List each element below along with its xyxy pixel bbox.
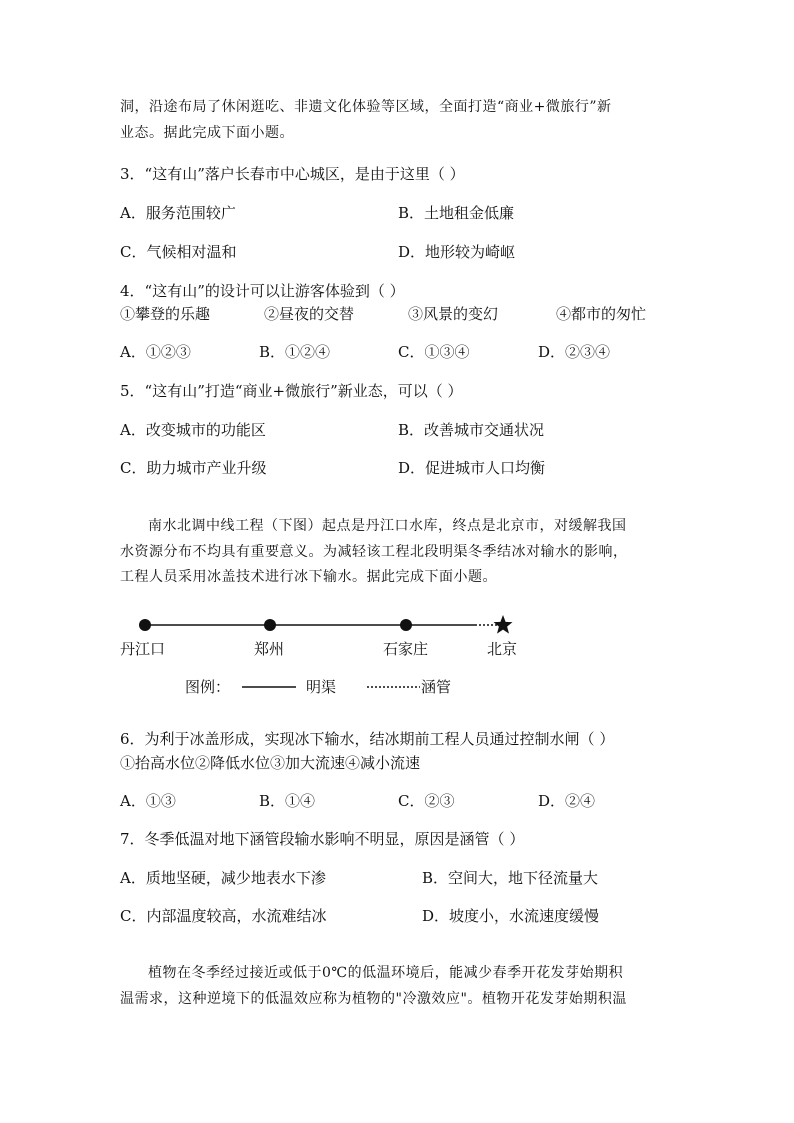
station-zhengzhou-dot <box>264 619 276 631</box>
q4-option-c: C．①③④ <box>398 343 470 361</box>
legend-canal-label: 明渠 <box>306 678 337 696</box>
q3-option-a: A．服务范围较广 <box>120 204 236 222</box>
beijing-star-icon <box>494 615 513 634</box>
q4-option-a: A．①②③ <box>120 343 191 361</box>
station-label-zhengzhou: 郑州 <box>254 640 285 658</box>
q4-option-b: B．①②④ <box>259 343 331 361</box>
legend-title: 图例： <box>185 678 231 696</box>
route-diagram <box>0 600 794 710</box>
intro2-line2: 水资源分布不均具有重要意义。为减轻该工程北段明渠冬季结冰对输水的影响， <box>120 544 628 560</box>
station-shijiazhuang-dot <box>400 619 412 631</box>
q5-option-b: B．改善城市交通状况 <box>398 421 545 439</box>
q7-option-a: A．质地坚硬，减少地表水下渗 <box>120 869 326 887</box>
intro3-line2: 温需求，这种逆境下的低温效应称为植物的"冷激效应"。植物开花发芽始期积温 <box>120 991 627 1007</box>
station-label-shijiazhuang: 石家庄 <box>383 640 429 658</box>
q4-item-3: ③风景的变幻 <box>408 305 499 323</box>
q4-item-2: ②昼夜的交替 <box>264 305 355 323</box>
q5-stem: 5．“这有山”打造“商业+微旅行”新业态，可以（ ） <box>120 382 463 400</box>
q3-stem: 3．“这有山”落户长春市中心城区，是由于这里（ ） <box>120 165 465 183</box>
q6-items: ①抬高水位②降低水位③加大流速④减小流速 <box>120 754 421 772</box>
q7-option-b: B．空间大，地下径流量大 <box>422 869 599 887</box>
q3-option-d: D．地形较为崎岖 <box>398 243 516 261</box>
q5-option-c: C．助力城市产业升级 <box>120 459 267 477</box>
q6-option-c: C．②③ <box>398 792 455 810</box>
q6-option-a: A．①③ <box>120 792 176 810</box>
q5-option-d: D．促进城市人口均衡 <box>398 459 546 477</box>
q3-option-c: C．气候相对温和 <box>120 243 237 261</box>
intro3-line1: 植物在冬季经过接近或低于0℃的低温环境后，能减少春季开花发芽始期积 <box>148 965 624 981</box>
q6-option-b: B．①④ <box>259 792 316 810</box>
intro2-line3: 工程人员采用冰盖技术进行冰下输水。据此完成下面小题。 <box>120 569 497 585</box>
q4-option-d: D．②③④ <box>538 343 611 361</box>
intro1-line2: 业态。据此完成下面小题。 <box>120 125 294 141</box>
q4-item-1: ①攀登的乐趣 <box>120 305 211 323</box>
q4-stem: 4．“这有山”的设计可以让游客体验到（ ） <box>120 282 405 300</box>
q6-stem: 6．为利于冰盖形成，实现冰下输水，结冰期前工程人员通过控制水闸（ ） <box>120 730 615 748</box>
q4-item-4: ④都市的匆忙 <box>556 305 647 323</box>
q7-option-d: D．坡度小，水流速度缓慢 <box>422 907 600 925</box>
station-label-danjiangkou: 丹江口 <box>120 640 166 658</box>
q7-stem: 7．冬季低温对地下涵管段输水影响不明显，原因是涵管（ ） <box>120 830 525 848</box>
intro2-line1: 南水北调中线工程（下图）起点是丹江口水库，终点是北京市，对缓解我国 <box>148 518 627 534</box>
q3-option-b: B．土地租金低廉 <box>398 204 515 222</box>
q7-option-c: C．内部温度较高，水流难结冰 <box>120 907 327 925</box>
q5-option-a: A．改变城市的功能区 <box>120 421 266 439</box>
station-label-beijing: 北京 <box>487 640 518 658</box>
q6-option-d: D．②④ <box>538 792 596 810</box>
station-danjiangkou-dot <box>139 619 151 631</box>
intro1-line1: 洞，沿途布局了休闲逛吃、非遗文化体验等区域，全面打造“商业+微旅行”新 <box>120 99 612 115</box>
legend-culvert-label: 涵管 <box>421 678 452 696</box>
